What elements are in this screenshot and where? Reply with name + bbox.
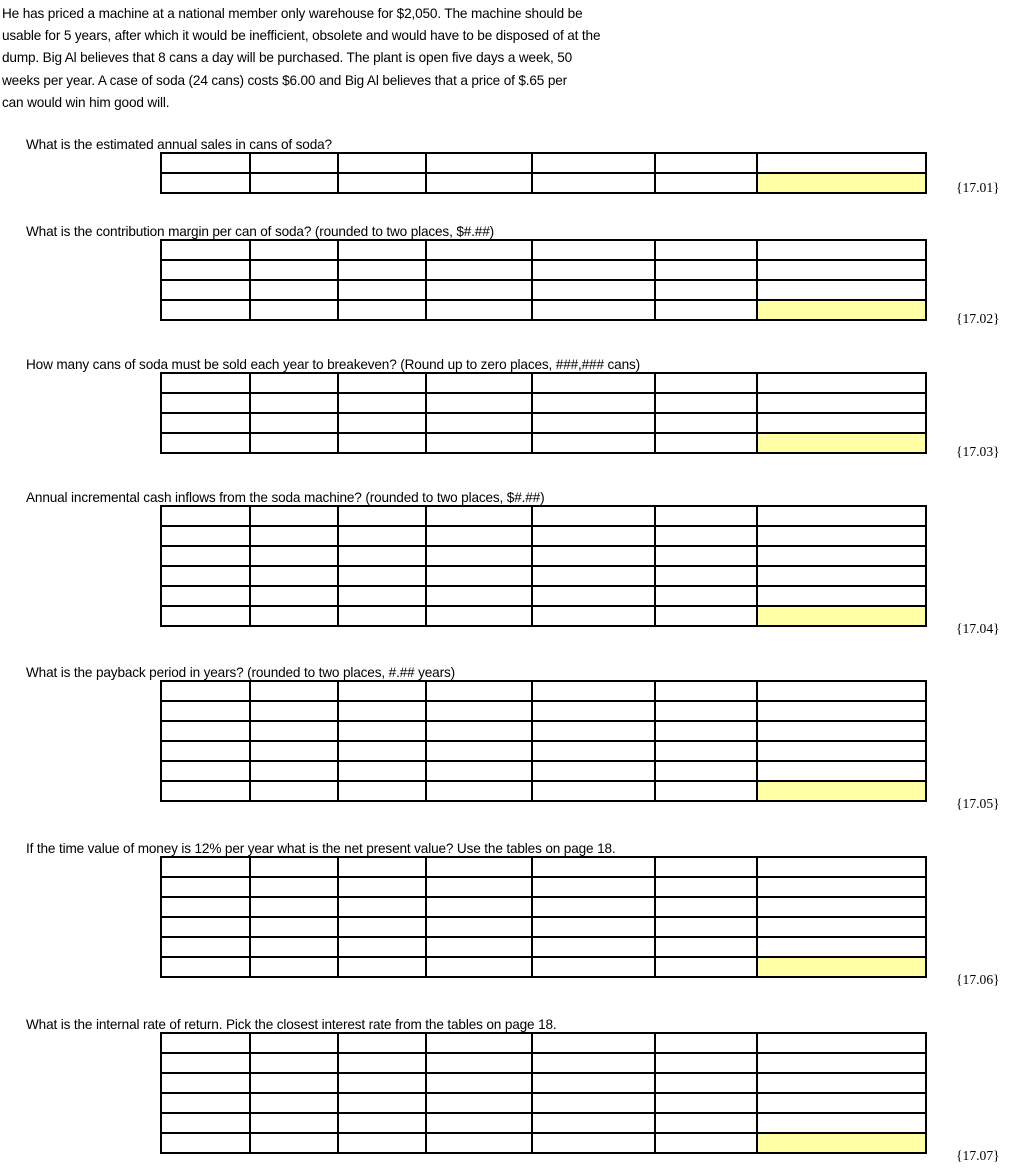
answer-grid [160, 152, 927, 194]
grid-cell[interactable] [426, 260, 532, 280]
grid-row [161, 1053, 926, 1073]
grid-cell[interactable] [426, 413, 532, 433]
grid-cell[interactable] [338, 506, 426, 526]
grid-cell[interactable] [532, 300, 655, 320]
grid-cell[interactable] [757, 153, 926, 173]
grid-row [161, 877, 926, 897]
grid-cell[interactable] [655, 917, 757, 937]
grid-cell[interactable] [338, 526, 426, 546]
grid-cell[interactable] [655, 897, 757, 917]
grid-row [161, 761, 926, 781]
grid-cell[interactable] [757, 393, 926, 413]
grid-cell[interactable] [426, 506, 532, 526]
grid-cell[interactable] [757, 917, 926, 937]
grid-cell[interactable] [426, 153, 532, 173]
grid-cell[interactable] [250, 300, 338, 320]
grid-cell[interactable] [161, 240, 250, 260]
answer-cell[interactable] [757, 433, 926, 453]
grid-cell[interactable] [161, 1133, 250, 1153]
grid-cell[interactable] [655, 1133, 757, 1153]
grid-cell[interactable] [532, 260, 655, 280]
grid-cell[interactable] [250, 566, 338, 586]
grid-cell[interactable] [426, 1133, 532, 1153]
answer-cell[interactable] [757, 606, 926, 626]
question-text: What is the contribution margin per can of soda? (rounded to two places, $#.##) [26, 224, 494, 239]
grid-cell[interactable] [426, 857, 532, 877]
grid-cell[interactable] [655, 413, 757, 433]
grid-cell[interactable] [426, 681, 532, 701]
grid-row [161, 240, 926, 260]
grid-cell[interactable] [250, 393, 338, 413]
grid-cell[interactable] [161, 566, 250, 586]
grid-cell[interactable] [338, 761, 426, 781]
grid-cell[interactable] [250, 586, 338, 606]
grid-row [161, 1033, 926, 1053]
grid-cell[interactable] [338, 153, 426, 173]
grid-cell[interactable] [250, 413, 338, 433]
grid-cell[interactable] [250, 741, 338, 761]
grid-cell[interactable] [250, 606, 338, 626]
grid-cell[interactable] [532, 937, 655, 957]
answer-grid [160, 239, 927, 321]
grid-cell[interactable] [426, 300, 532, 320]
question-code: {17.03} [956, 444, 1000, 459]
grid-cell[interactable] [250, 280, 338, 300]
grid-cell[interactable] [757, 586, 926, 606]
intro-paragraph [2, 3, 692, 114]
grid-cell[interactable] [532, 586, 655, 606]
grid-cell[interactable] [426, 721, 532, 741]
grid-cell[interactable] [161, 937, 250, 957]
question-text: What is the payback period in years? (rounded to two places, #.## years) [26, 665, 455, 680]
grid-cell[interactable] [161, 1113, 250, 1133]
grid-cell[interactable] [250, 1033, 338, 1053]
grid-cell[interactable] [532, 1093, 655, 1113]
grid-row [161, 373, 926, 393]
grid-cell[interactable] [655, 280, 757, 300]
grid-cell[interactable] [757, 701, 926, 721]
grid-cell[interactable] [532, 857, 655, 877]
grid-cell[interactable] [757, 373, 926, 393]
grid-cell[interactable] [250, 373, 338, 393]
grid-cell[interactable] [426, 566, 532, 586]
question-text: What is the internal rate of return. Pick the closest interest rate from the tables on page 18. [26, 1017, 557, 1032]
grid-cell[interactable] [426, 917, 532, 937]
grid-cell[interactable] [161, 526, 250, 546]
grid-cell[interactable] [655, 173, 757, 193]
grid-cell[interactable] [655, 1093, 757, 1113]
grid-cell[interactable] [250, 173, 338, 193]
answer-grid [160, 1032, 927, 1154]
grid-cell[interactable] [532, 701, 655, 721]
grid-cell[interactable] [655, 260, 757, 280]
grid-cell[interactable] [532, 681, 655, 701]
grid-cell[interactable] [426, 1093, 532, 1113]
grid-cell[interactable] [338, 681, 426, 701]
grid-cell[interactable] [655, 937, 757, 957]
grid-cell[interactable] [338, 373, 426, 393]
grid-cell[interactable] [250, 433, 338, 453]
grid-cell[interactable] [250, 877, 338, 897]
grid-cell[interactable] [426, 526, 532, 546]
grid-cell[interactable] [426, 1113, 532, 1133]
grid-cell[interactable] [338, 857, 426, 877]
grid-cell[interactable] [757, 566, 926, 586]
grid-cell[interactable] [338, 1093, 426, 1113]
grid-cell[interactable] [338, 897, 426, 917]
answer-grid [160, 372, 927, 454]
grid-cell[interactable] [757, 857, 926, 877]
grid-cell[interactable] [655, 240, 757, 260]
grid-cell[interactable] [161, 280, 250, 300]
grid-cell[interactable] [161, 681, 250, 701]
grid-cell[interactable] [426, 741, 532, 761]
grid-cell[interactable] [161, 173, 250, 193]
grid-cell[interactable] [338, 280, 426, 300]
question-code: {17.01} [956, 180, 1000, 195]
grid-cell[interactable] [532, 506, 655, 526]
grid-cell[interactable] [426, 240, 532, 260]
grid-row [161, 606, 926, 626]
question-code: {17.07} [956, 1148, 1000, 1163]
grid-row [161, 681, 926, 701]
grid-cell[interactable] [532, 433, 655, 453]
grid-cell[interactable] [426, 606, 532, 626]
grid-cell[interactable] [338, 546, 426, 566]
grid-cell[interactable] [655, 701, 757, 721]
grid-row [161, 917, 926, 937]
grid-cell[interactable] [532, 393, 655, 413]
grid-cell[interactable] [250, 681, 338, 701]
grid-cell[interactable] [338, 566, 426, 586]
grid-cell[interactable] [338, 877, 426, 897]
grid-cell[interactable] [532, 373, 655, 393]
grid-cell[interactable] [161, 153, 250, 173]
grid-cell[interactable] [250, 1073, 338, 1093]
grid-cell[interactable] [161, 897, 250, 917]
grid-cell[interactable] [338, 701, 426, 721]
grid-row [161, 566, 926, 586]
grid-cell[interactable] [161, 586, 250, 606]
intro-line: can would win him good will. [2, 94, 170, 110]
question-text: Annual incremental cash inflows from the soda machine? (rounded to two places, $#.##) [26, 490, 545, 505]
grid-cell[interactable] [426, 1053, 532, 1073]
grid-cell[interactable] [338, 260, 426, 280]
grid-cell[interactable] [250, 1093, 338, 1113]
grid-cell[interactable] [250, 957, 338, 977]
grid-cell[interactable] [426, 877, 532, 897]
grid-cell[interactable] [250, 857, 338, 877]
grid-cell[interactable] [655, 957, 757, 977]
grid-cell[interactable] [757, 526, 926, 546]
grid-row [161, 897, 926, 917]
grid-cell[interactable] [655, 781, 757, 801]
question-code: {17.02} [956, 311, 1000, 326]
grid-cell[interactable] [655, 1113, 757, 1133]
grid-cell[interactable] [250, 781, 338, 801]
grid-cell[interactable] [426, 1073, 532, 1093]
grid-row [161, 526, 926, 546]
answer-cell[interactable] [757, 1133, 926, 1153]
grid-cell[interactable] [426, 761, 532, 781]
grid-cell[interactable] [161, 1033, 250, 1053]
grid-cell[interactable] [655, 721, 757, 741]
answer-cell[interactable] [757, 781, 926, 801]
grid-cell[interactable] [655, 761, 757, 781]
grid-cell[interactable] [757, 721, 926, 741]
grid-cell[interactable] [655, 1033, 757, 1053]
grid-cell[interactable] [161, 877, 250, 897]
grid-cell[interactable] [757, 1113, 926, 1133]
grid-cell[interactable] [161, 721, 250, 741]
grid-cell[interactable] [655, 681, 757, 701]
grid-cell[interactable] [757, 1033, 926, 1053]
grid-cell[interactable] [757, 546, 926, 566]
grid-cell[interactable] [161, 781, 250, 801]
grid-cell[interactable] [426, 897, 532, 917]
grid-cell[interactable] [161, 701, 250, 721]
grid-cell[interactable] [532, 280, 655, 300]
grid-cell[interactable] [250, 546, 338, 566]
grid-cell[interactable] [338, 1053, 426, 1073]
grid-cell[interactable] [655, 300, 757, 320]
grid-cell[interactable] [250, 153, 338, 173]
grid-cell[interactable] [757, 413, 926, 433]
grid-cell[interactable] [426, 1033, 532, 1053]
grid-cell[interactable] [655, 877, 757, 897]
grid-cell[interactable] [338, 1033, 426, 1053]
answer-grid [160, 505, 927, 627]
question-text: How many cans of soda must be sold each year to breakeven? (Round up to zero places, ###,### cans) [26, 357, 640, 372]
grid-row [161, 741, 926, 761]
grid-cell[interactable] [532, 173, 655, 193]
grid-cell[interactable] [250, 937, 338, 957]
grid-cell[interactable] [338, 1113, 426, 1133]
grid-cell[interactable] [161, 917, 250, 937]
grid-cell[interactable] [655, 1053, 757, 1073]
grid-row [161, 413, 926, 433]
grid-cell[interactable] [757, 506, 926, 526]
grid-cell[interactable] [532, 897, 655, 917]
grid-cell[interactable] [532, 781, 655, 801]
question-code: {17.04} [956, 621, 1000, 636]
grid-row [161, 937, 926, 957]
grid-cell[interactable] [161, 506, 250, 526]
grid-cell[interactable] [532, 1113, 655, 1133]
grid-cell[interactable] [532, 721, 655, 741]
grid-cell[interactable] [250, 1133, 338, 1153]
grid-cell[interactable] [757, 1093, 926, 1113]
grid-cell[interactable] [161, 606, 250, 626]
grid-cell[interactable] [338, 173, 426, 193]
grid-cell[interactable] [655, 566, 757, 586]
grid-cell[interactable] [338, 606, 426, 626]
grid-cell[interactable] [532, 1133, 655, 1153]
grid-cell[interactable] [532, 546, 655, 566]
grid-cell[interactable] [250, 506, 338, 526]
grid-row [161, 701, 926, 721]
question-text: If the time value of money is 12% per year what is the net present value? Use the tables on page 18. [26, 841, 616, 856]
grid-cell[interactable] [250, 701, 338, 721]
intro-line: He has priced a machine at a national member only warehouse for $2,050. The machine should be [2, 6, 583, 21]
grid-cell[interactable] [655, 741, 757, 761]
grid-cell[interactable] [757, 240, 926, 260]
grid-cell[interactable] [338, 937, 426, 957]
grid-cell[interactable] [532, 240, 655, 260]
grid-cell[interactable] [338, 240, 426, 260]
grid-cell[interactable] [655, 606, 757, 626]
grid-cell[interactable] [757, 937, 926, 957]
answer-cell[interactable] [757, 957, 926, 977]
grid-cell[interactable] [426, 546, 532, 566]
grid-row [161, 857, 926, 877]
grid-cell[interactable] [338, 957, 426, 977]
grid-cell[interactable] [655, 506, 757, 526]
grid-cell[interactable] [426, 937, 532, 957]
grid-cell[interactable] [338, 393, 426, 413]
grid-row [161, 1073, 926, 1093]
grid-row [161, 957, 926, 977]
grid-row [161, 433, 926, 453]
intro-line: dump. Big Al believes that 8 cans a day will be purchased. The plant is open five days a week, 50 [2, 50, 573, 66]
grid-cell[interactable] [161, 373, 250, 393]
grid-row [161, 506, 926, 526]
grid-cell[interactable] [655, 857, 757, 877]
grid-cell[interactable] [161, 433, 250, 453]
grid-row [161, 1133, 926, 1153]
answer-grid [160, 856, 927, 978]
grid-row [161, 153, 926, 173]
grid-cell[interactable] [338, 1073, 426, 1093]
grid-cell[interactable] [161, 857, 250, 877]
grid-cell[interactable] [532, 1033, 655, 1053]
grid-cell[interactable] [426, 373, 532, 393]
grid-cell[interactable] [757, 280, 926, 300]
answer-grid [160, 680, 927, 802]
grid-cell[interactable] [426, 957, 532, 977]
grid-cell[interactable] [655, 586, 757, 606]
grid-cell[interactable] [532, 1053, 655, 1073]
grid-cell[interactable] [161, 761, 250, 781]
grid-cell[interactable] [426, 701, 532, 721]
grid-cell[interactable] [338, 433, 426, 453]
grid-row [161, 260, 926, 280]
grid-cell[interactable] [161, 1073, 250, 1093]
grid-cell[interactable] [250, 721, 338, 741]
grid-cell[interactable] [757, 877, 926, 897]
grid-cell[interactable] [250, 1113, 338, 1133]
grid-cell[interactable] [757, 681, 926, 701]
grid-cell[interactable] [532, 761, 655, 781]
grid-cell[interactable] [532, 1073, 655, 1093]
grid-cell[interactable] [532, 606, 655, 626]
grid-cell[interactable] [161, 413, 250, 433]
grid-cell[interactable] [161, 393, 250, 413]
answer-cell[interactable] [757, 300, 926, 320]
grid-cell[interactable] [250, 761, 338, 781]
grid-row [161, 173, 926, 193]
grid-cell[interactable] [338, 917, 426, 937]
grid-cell[interactable] [532, 526, 655, 546]
grid-row [161, 280, 926, 300]
grid-cell[interactable] [655, 433, 757, 453]
grid-cell[interactable] [338, 1133, 426, 1153]
answer-cell[interactable] [757, 173, 926, 193]
grid-cell[interactable] [161, 1093, 250, 1113]
grid-cell[interactable] [338, 781, 426, 801]
grid-cell[interactable] [161, 957, 250, 977]
grid-cell[interactable] [426, 586, 532, 606]
grid-row [161, 393, 926, 413]
grid-cell[interactable] [161, 300, 250, 320]
grid-cell[interactable] [532, 413, 655, 433]
grid-row [161, 1113, 926, 1133]
question-text: What is the estimated annual sales in cans of soda? [26, 137, 332, 152]
grid-row [161, 586, 926, 606]
grid-cell[interactable] [757, 741, 926, 761]
grid-cell[interactable] [426, 173, 532, 193]
grid-cell[interactable] [532, 566, 655, 586]
grid-cell[interactable] [426, 280, 532, 300]
grid-cell[interactable] [250, 526, 338, 546]
grid-cell[interactable] [161, 741, 250, 761]
grid-cell[interactable] [161, 260, 250, 280]
grid-row [161, 300, 926, 320]
grid-cell[interactable] [338, 300, 426, 320]
grid-row [161, 546, 926, 566]
grid-cell[interactable] [338, 721, 426, 741]
grid-cell[interactable] [532, 957, 655, 977]
grid-cell[interactable] [532, 877, 655, 897]
grid-cell[interactable] [655, 546, 757, 566]
grid-cell[interactable] [532, 741, 655, 761]
grid-row [161, 721, 926, 741]
grid-cell[interactable] [757, 761, 926, 781]
grid-cell[interactable] [250, 897, 338, 917]
grid-cell[interactable] [426, 433, 532, 453]
grid-row [161, 781, 926, 801]
intro-line: weeks per year. A case of soda (24 cans) costs $6.00 and Big Al believes that a price of $.65 per [2, 72, 568, 88]
grid-cell[interactable] [655, 373, 757, 393]
grid-cell[interactable] [161, 546, 250, 566]
grid-cell[interactable] [532, 917, 655, 937]
grid-cell[interactable] [338, 741, 426, 761]
grid-cell[interactable] [426, 781, 532, 801]
grid-cell[interactable] [655, 153, 757, 173]
grid-cell[interactable] [757, 1073, 926, 1093]
grid-cell[interactable] [426, 393, 532, 413]
intro-line: usable for 5 years, after which it would be inefficient, obsolete and would have to be disposed of at the [2, 28, 601, 44]
grid-cell[interactable] [532, 153, 655, 173]
grid-cell[interactable] [338, 586, 426, 606]
grid-cell[interactable] [655, 526, 757, 546]
grid-cell[interactable] [250, 917, 338, 937]
grid-cell[interactable] [757, 1053, 926, 1073]
grid-cell[interactable] [250, 240, 338, 260]
grid-cell[interactable] [655, 1073, 757, 1093]
grid-cell[interactable] [338, 413, 426, 433]
grid-cell[interactable] [655, 393, 757, 413]
grid-cell[interactable] [250, 260, 338, 280]
grid-cell[interactable] [757, 260, 926, 280]
grid-row [161, 1093, 926, 1113]
question-code: {17.05} [956, 796, 1000, 811]
grid-cell[interactable] [161, 1053, 250, 1073]
grid-cell[interactable] [757, 897, 926, 917]
grid-cell[interactable] [250, 1053, 338, 1073]
question-code: {17.06} [956, 972, 1000, 987]
